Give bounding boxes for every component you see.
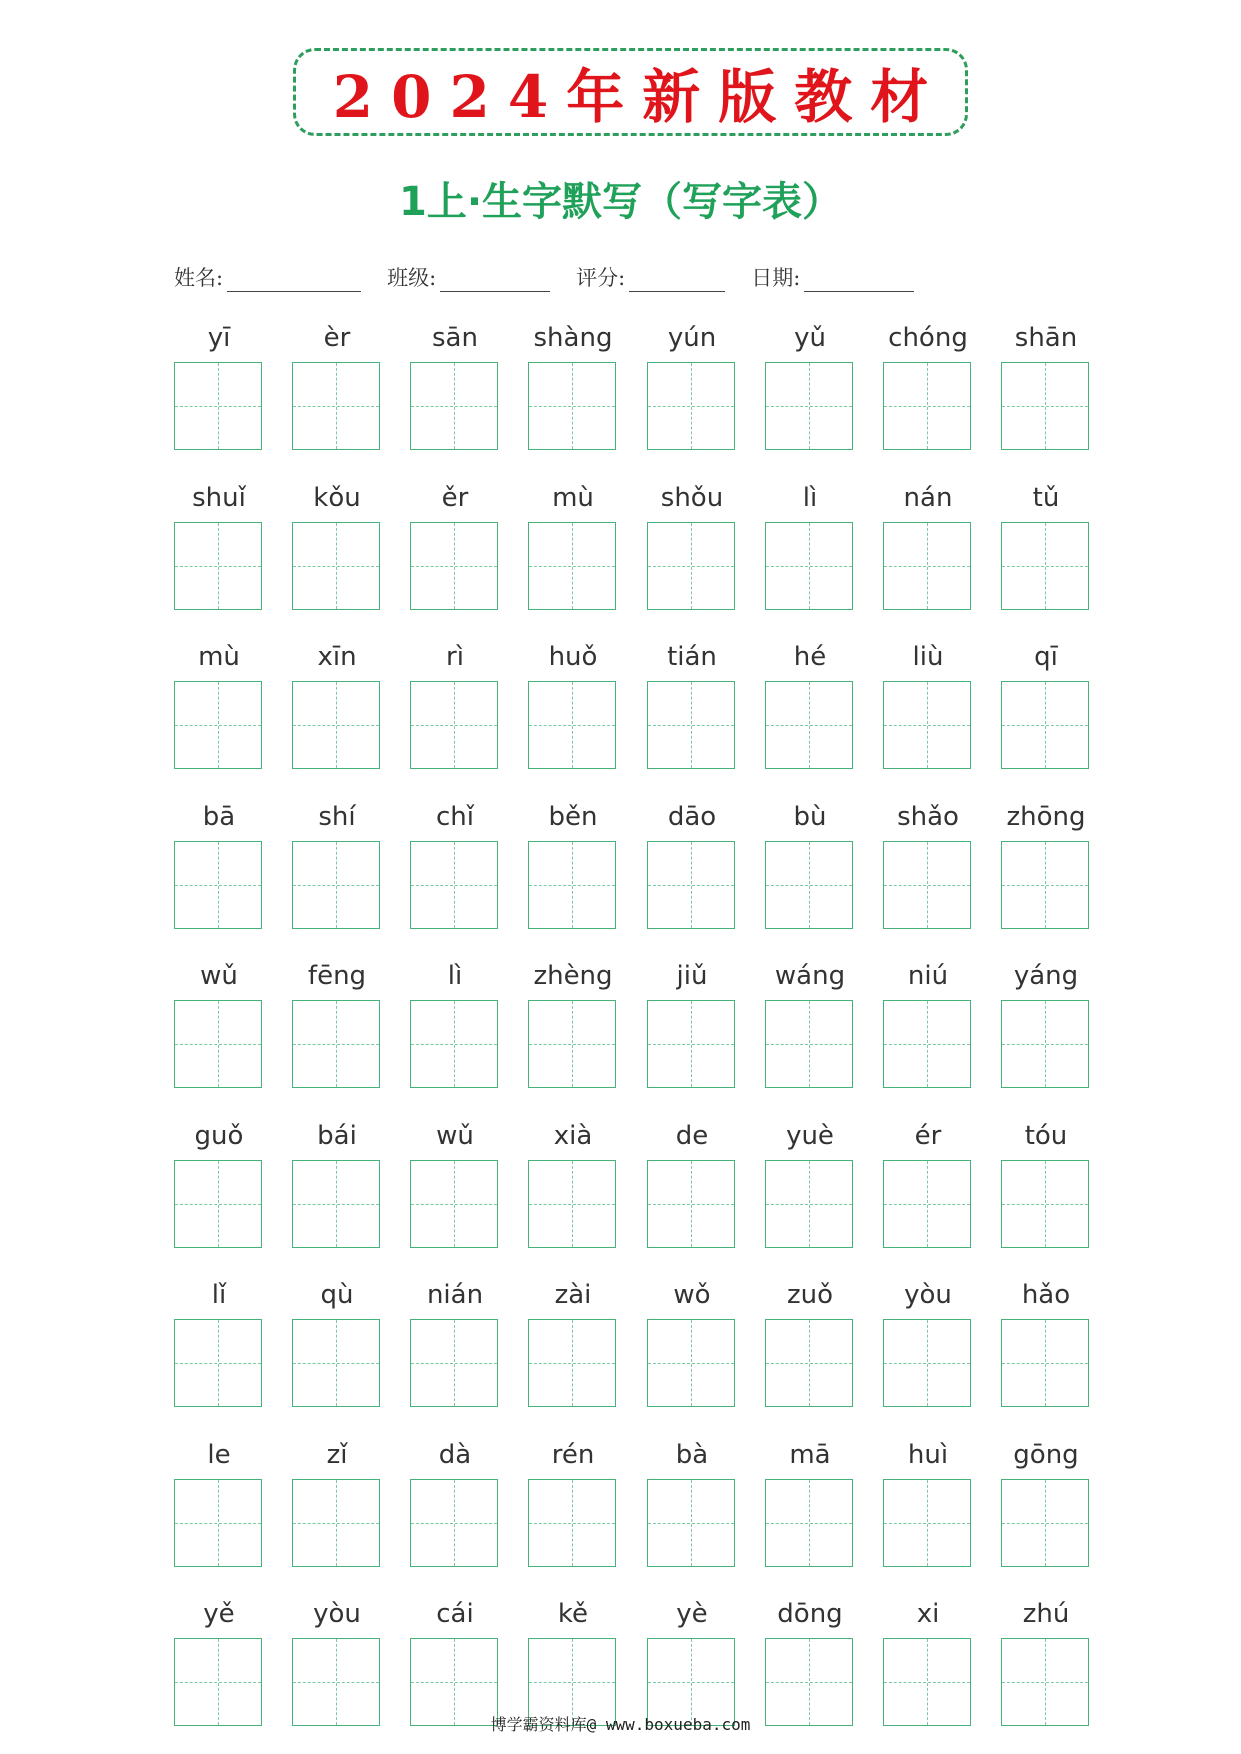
char-cell <box>883 1116 973 1266</box>
pinyin-label: yǔ <box>794 323 826 353</box>
writing-box[interactable] <box>883 1160 971 1248</box>
score-blank-line[interactable] <box>629 269 725 292</box>
char-cell <box>174 318 264 468</box>
writing-box[interactable] <box>883 522 971 610</box>
score-label: 评分: <box>576 266 626 290</box>
pinyin-label: rì <box>446 642 464 672</box>
title-banner <box>293 48 968 136</box>
pinyin-label: dāo <box>667 802 717 832</box>
pinyin-label: tián <box>667 642 717 672</box>
writing-box[interactable] <box>1001 362 1089 450</box>
pinyin-label: nán <box>903 483 953 513</box>
pinyin-label: mù <box>198 642 240 672</box>
writing-box[interactable] <box>410 362 498 450</box>
char-cell <box>174 637 264 787</box>
guide-horizontal-line <box>293 1682 379 1683</box>
pinyin-label: mā <box>789 1440 831 1470</box>
writing-box[interactable] <box>292 841 380 929</box>
writing-box[interactable] <box>528 1479 616 1567</box>
writing-box[interactable] <box>174 1319 262 1407</box>
pinyin-label: rén <box>551 1440 595 1470</box>
char-cell <box>410 478 500 628</box>
guide-horizontal-line <box>411 885 497 886</box>
info-row <box>174 258 940 292</box>
pinyin-label: huì <box>907 1440 949 1470</box>
writing-box[interactable] <box>765 1160 853 1248</box>
char-cell <box>410 318 500 468</box>
pinyin-label: niú <box>907 961 949 991</box>
guide-horizontal-line <box>766 1523 852 1524</box>
char-cell <box>292 478 382 628</box>
writing-box[interactable] <box>528 1000 616 1088</box>
pinyin-label: yòu <box>313 1599 361 1629</box>
char-cell <box>410 1116 500 1266</box>
guide-horizontal-line <box>175 1363 261 1364</box>
writing-box[interactable] <box>647 1479 735 1567</box>
guide-horizontal-line <box>884 1523 970 1524</box>
writing-box[interactable] <box>174 522 262 610</box>
char-cell <box>174 1116 264 1266</box>
guide-horizontal-line <box>648 566 734 567</box>
pinyin-label: cái <box>436 1599 474 1629</box>
guide-horizontal-line <box>293 1204 379 1205</box>
guide-horizontal-line <box>1002 725 1088 726</box>
pinyin-label: yī <box>207 323 231 353</box>
pinyin-label: wǔ <box>200 961 238 991</box>
char-cell <box>1001 1435 1091 1585</box>
char-cell <box>647 478 737 628</box>
guide-horizontal-line <box>411 1204 497 1205</box>
pinyin-label: jiǔ <box>676 961 708 991</box>
char-cell <box>883 797 973 947</box>
pinyin-label: chóng <box>888 323 968 353</box>
writing-box[interactable] <box>174 1000 262 1088</box>
writing-box[interactable] <box>292 681 380 769</box>
char-cell <box>1001 318 1091 468</box>
page-subtitle: 1上·生字默写（写字表） <box>398 179 843 225</box>
guide-horizontal-line <box>1002 885 1088 886</box>
date-label: 日期: <box>751 266 801 290</box>
char-cell <box>292 637 382 787</box>
char-cell <box>765 1116 855 1266</box>
char-cell <box>883 1275 973 1425</box>
footer-watermark: 博学霸资料库@ www.boxueba.com <box>490 1715 751 1734</box>
guide-horizontal-line <box>293 1523 379 1524</box>
guide-horizontal-line <box>411 1363 497 1364</box>
writing-box[interactable] <box>292 1479 380 1567</box>
writing-box[interactable] <box>410 1319 498 1407</box>
guide-horizontal-line <box>1002 1682 1088 1683</box>
class-blank-line[interactable] <box>440 269 550 292</box>
pinyin-label: sān <box>432 323 478 353</box>
writing-box[interactable] <box>1001 841 1089 929</box>
pinyin-label: zuǒ <box>786 1280 834 1310</box>
writing-box[interactable] <box>1001 681 1089 769</box>
name-field[interactable] <box>174 262 387 292</box>
guide-horizontal-line <box>766 1204 852 1205</box>
writing-box[interactable] <box>292 1160 380 1248</box>
writing-box[interactable] <box>410 522 498 610</box>
char-cell <box>765 1275 855 1425</box>
char-cell <box>883 956 973 1106</box>
char-cell <box>292 956 382 1106</box>
pinyin-label: kǒu <box>313 483 361 513</box>
char-cell <box>647 318 737 468</box>
guide-horizontal-line <box>411 1044 497 1045</box>
pinyin-label: ěr <box>441 483 469 513</box>
pinyin-label: yáng <box>1013 961 1079 991</box>
writing-box[interactable] <box>410 841 498 929</box>
pinyin-label: chǐ <box>436 802 474 832</box>
guide-horizontal-line <box>766 406 852 407</box>
pinyin-label: qī <box>1034 642 1058 672</box>
pinyin-label: shǒu <box>660 483 724 513</box>
name-blank-line[interactable] <box>227 269 361 292</box>
writing-box[interactable] <box>528 681 616 769</box>
pinyin-label: liù <box>912 642 944 672</box>
char-cell <box>292 1435 382 1585</box>
pinyin-label: bà <box>675 1440 709 1470</box>
pinyin-label: hé <box>793 642 827 672</box>
guide-horizontal-line <box>1002 1523 1088 1524</box>
char-cell <box>765 318 855 468</box>
writing-box[interactable] <box>528 841 616 929</box>
char-cell <box>647 1116 737 1266</box>
writing-box[interactable] <box>174 1479 262 1567</box>
pinyin-label: zǐ <box>326 1440 348 1470</box>
char-cell <box>1001 1275 1091 1425</box>
guide-horizontal-line <box>293 725 379 726</box>
guide-horizontal-line <box>529 406 615 407</box>
pinyin-label: kě <box>557 1599 589 1629</box>
guide-horizontal-line <box>766 566 852 567</box>
pinyin-label: yòu <box>904 1280 952 1310</box>
guide-horizontal-line <box>293 885 379 886</box>
date-blank-line[interactable] <box>804 269 914 292</box>
guide-horizontal-line <box>884 885 970 886</box>
char-cell <box>1001 637 1091 787</box>
pinyin-label: shān <box>1014 323 1078 353</box>
guide-horizontal-line <box>411 406 497 407</box>
guide-horizontal-line <box>766 1682 852 1683</box>
writing-box[interactable] <box>528 522 616 610</box>
writing-box[interactable] <box>1001 1160 1089 1248</box>
pinyin-label: běn <box>548 802 598 832</box>
guide-horizontal-line <box>175 566 261 567</box>
writing-box[interactable] <box>765 841 853 929</box>
pinyin-label: wǒ <box>673 1280 711 1310</box>
writing-box[interactable] <box>883 1319 971 1407</box>
pinyin-label: qù <box>320 1280 354 1310</box>
guide-horizontal-line <box>648 1044 734 1045</box>
guide-horizontal-line <box>884 1044 970 1045</box>
guide-horizontal-line <box>293 406 379 407</box>
pinyin-label: tǔ <box>1032 483 1060 513</box>
guide-horizontal-line <box>175 725 261 726</box>
writing-box[interactable] <box>528 362 616 450</box>
char-cell <box>410 1275 500 1425</box>
char-cell <box>174 478 264 628</box>
pinyin-label: nián <box>426 1280 484 1310</box>
char-cell <box>292 797 382 947</box>
char-cell <box>883 1435 973 1585</box>
pinyin-label: tóu <box>1024 1121 1068 1151</box>
guide-horizontal-line <box>529 1682 615 1683</box>
pinyin-label: de <box>675 1121 709 1151</box>
guide-horizontal-line <box>1002 1044 1088 1045</box>
guide-horizontal-line <box>648 1363 734 1364</box>
writing-box[interactable] <box>410 1000 498 1088</box>
char-cell <box>528 1435 618 1585</box>
class-field[interactable] <box>387 262 576 292</box>
pinyin-label: bù <box>793 802 827 832</box>
writing-box[interactable] <box>1001 1000 1089 1088</box>
char-cell <box>174 956 264 1106</box>
writing-box[interactable] <box>883 362 971 450</box>
writing-box[interactable] <box>647 522 735 610</box>
char-cell <box>174 1275 264 1425</box>
char-cell <box>410 1435 500 1585</box>
guide-horizontal-line <box>411 1523 497 1524</box>
char-cell <box>883 478 973 628</box>
guide-horizontal-line <box>766 885 852 886</box>
guide-horizontal-line <box>1002 1204 1088 1205</box>
pinyin-label: zài <box>554 1280 592 1310</box>
guide-horizontal-line <box>529 1204 615 1205</box>
char-cell <box>528 1116 618 1266</box>
char-cell <box>647 1275 737 1425</box>
char-cell <box>765 637 855 787</box>
char-cell <box>1001 956 1091 1106</box>
pinyin-label: zhú <box>1022 1599 1070 1629</box>
char-cell <box>528 478 618 628</box>
pinyin-label: bái <box>317 1121 357 1151</box>
pinyin-label: fēng <box>307 961 367 991</box>
char-cell <box>1001 1116 1091 1266</box>
writing-box[interactable] <box>647 841 735 929</box>
char-cell <box>410 797 500 947</box>
writing-box[interactable] <box>292 1319 380 1407</box>
pinyin-label: mù <box>552 483 594 513</box>
guide-horizontal-line <box>648 885 734 886</box>
char-cell <box>528 797 618 947</box>
guide-horizontal-line <box>529 1363 615 1364</box>
guide-horizontal-line <box>1002 1363 1088 1364</box>
writing-box[interactable] <box>1001 1479 1089 1567</box>
guide-horizontal-line <box>648 1523 734 1524</box>
char-cell <box>292 1116 382 1266</box>
writing-box[interactable] <box>765 522 853 610</box>
guide-horizontal-line <box>529 566 615 567</box>
pinyin-label: ér <box>914 1121 942 1151</box>
writing-box[interactable] <box>1001 1319 1089 1407</box>
pinyin-label: xīn <box>317 642 357 672</box>
writing-box[interactable] <box>883 841 971 929</box>
writing-box[interactable] <box>883 1479 971 1567</box>
writing-box[interactable] <box>765 681 853 769</box>
pinyin-label: zhōng <box>1006 802 1086 832</box>
pinyin-label: dōng <box>777 1599 843 1629</box>
char-cell <box>292 318 382 468</box>
guide-horizontal-line <box>648 1204 734 1205</box>
guide-horizontal-line <box>411 1682 497 1683</box>
pinyin-label: gōng <box>1013 1440 1079 1470</box>
pinyin-label: bā <box>202 802 236 832</box>
writing-box[interactable] <box>883 1000 971 1088</box>
pinyin-label: xi <box>916 1599 940 1629</box>
score-field[interactable] <box>576 262 751 292</box>
pinyin-label: le <box>207 1440 231 1470</box>
guide-horizontal-line <box>884 566 970 567</box>
writing-box[interactable] <box>883 681 971 769</box>
pinyin-label: lǐ <box>211 1280 227 1310</box>
writing-box[interactable] <box>647 1160 735 1248</box>
guide-horizontal-line <box>529 885 615 886</box>
writing-box[interactable] <box>765 1000 853 1088</box>
char-cell <box>174 1435 264 1585</box>
writing-box[interactable] <box>410 1160 498 1248</box>
guide-horizontal-line <box>1002 406 1088 407</box>
char-cell <box>1001 478 1091 628</box>
guide-horizontal-line <box>766 1363 852 1364</box>
writing-box[interactable] <box>647 681 735 769</box>
writing-box[interactable] <box>174 1160 262 1248</box>
guide-horizontal-line <box>529 1044 615 1045</box>
pinyin-label: shǎo <box>897 802 959 832</box>
pinyin-label: yě <box>203 1599 235 1629</box>
writing-box[interactable] <box>410 1479 498 1567</box>
pinyin-label: huǒ <box>548 642 598 672</box>
char-cell <box>528 956 618 1106</box>
guide-horizontal-line <box>884 1682 970 1683</box>
writing-box[interactable] <box>647 1319 735 1407</box>
writing-box[interactable] <box>1001 522 1089 610</box>
writing-box[interactable] <box>174 841 262 929</box>
guide-horizontal-line <box>293 1363 379 1364</box>
guide-horizontal-line <box>175 406 261 407</box>
char-cell <box>410 956 500 1106</box>
char-cell <box>528 318 618 468</box>
writing-box[interactable] <box>765 362 853 450</box>
date-field[interactable] <box>751 262 940 292</box>
class-label: 班级: <box>387 266 437 290</box>
writing-box[interactable] <box>528 1160 616 1248</box>
pinyin-label: yuè <box>786 1121 834 1151</box>
pinyin-label: wáng <box>774 961 846 991</box>
pinyin-label: wǔ <box>436 1121 474 1151</box>
char-cell <box>647 797 737 947</box>
char-cell <box>647 1435 737 1585</box>
writing-box[interactable] <box>292 362 380 450</box>
char-cell <box>410 637 500 787</box>
char-cell <box>765 956 855 1106</box>
guide-horizontal-line <box>1002 566 1088 567</box>
guide-horizontal-line <box>175 1523 261 1524</box>
guide-horizontal-line <box>648 1682 734 1683</box>
char-cell <box>292 1275 382 1425</box>
char-cell <box>647 637 737 787</box>
pinyin-label: shí <box>318 802 356 832</box>
char-cell <box>765 478 855 628</box>
guide-horizontal-line <box>175 1044 261 1045</box>
guide-horizontal-line <box>884 1363 970 1364</box>
writing-box[interactable] <box>174 362 262 450</box>
guide-horizontal-line <box>175 1682 261 1683</box>
writing-box[interactable] <box>292 522 380 610</box>
guide-horizontal-line <box>529 725 615 726</box>
pinyin-label: èr <box>323 323 351 353</box>
char-cell <box>1001 797 1091 947</box>
char-cell <box>174 797 264 947</box>
pinyin-label: xià <box>553 1121 593 1151</box>
guide-horizontal-line <box>648 406 734 407</box>
writing-box[interactable] <box>528 1319 616 1407</box>
guide-horizontal-line <box>766 725 852 726</box>
char-cell <box>883 637 973 787</box>
writing-box[interactable] <box>174 681 262 769</box>
writing-box[interactable] <box>292 1000 380 1088</box>
pinyin-label: dà <box>438 1440 472 1470</box>
writing-box[interactable] <box>647 362 735 450</box>
pinyin-label: yún <box>667 323 717 353</box>
pinyin-label: zhèng <box>533 961 613 991</box>
guide-horizontal-line <box>884 406 970 407</box>
writing-box[interactable] <box>410 681 498 769</box>
char-cell <box>528 1275 618 1425</box>
name-label: 姓名: <box>174 266 224 290</box>
guide-horizontal-line <box>411 725 497 726</box>
writing-box[interactable] <box>765 1319 853 1407</box>
guide-horizontal-line <box>175 1204 261 1205</box>
banner-title: 2024年新版教材 <box>332 63 947 131</box>
writing-box[interactable] <box>647 1000 735 1088</box>
char-cell <box>528 637 618 787</box>
guide-horizontal-line <box>293 1044 379 1045</box>
pinyin-label: hǎo <box>1021 1280 1071 1310</box>
pinyin-label: shuǐ <box>192 483 246 513</box>
guide-horizontal-line <box>648 725 734 726</box>
pinyin-label: lì <box>447 961 463 991</box>
guide-horizontal-line <box>175 885 261 886</box>
pinyin-label: lì <box>802 483 818 513</box>
guide-horizontal-line <box>293 566 379 567</box>
char-cell <box>883 318 973 468</box>
writing-box[interactable] <box>765 1479 853 1567</box>
guide-horizontal-line <box>884 725 970 726</box>
char-cell <box>765 797 855 947</box>
pinyin-label: yè <box>676 1599 708 1629</box>
pinyin-label: shàng <box>533 323 613 353</box>
guide-horizontal-line <box>529 1523 615 1524</box>
char-cell <box>765 1435 855 1585</box>
guide-horizontal-line <box>766 1044 852 1045</box>
pinyin-label: guǒ <box>194 1121 244 1151</box>
guide-horizontal-line <box>884 1204 970 1205</box>
char-cell <box>647 956 737 1106</box>
guide-horizontal-line <box>411 566 497 567</box>
